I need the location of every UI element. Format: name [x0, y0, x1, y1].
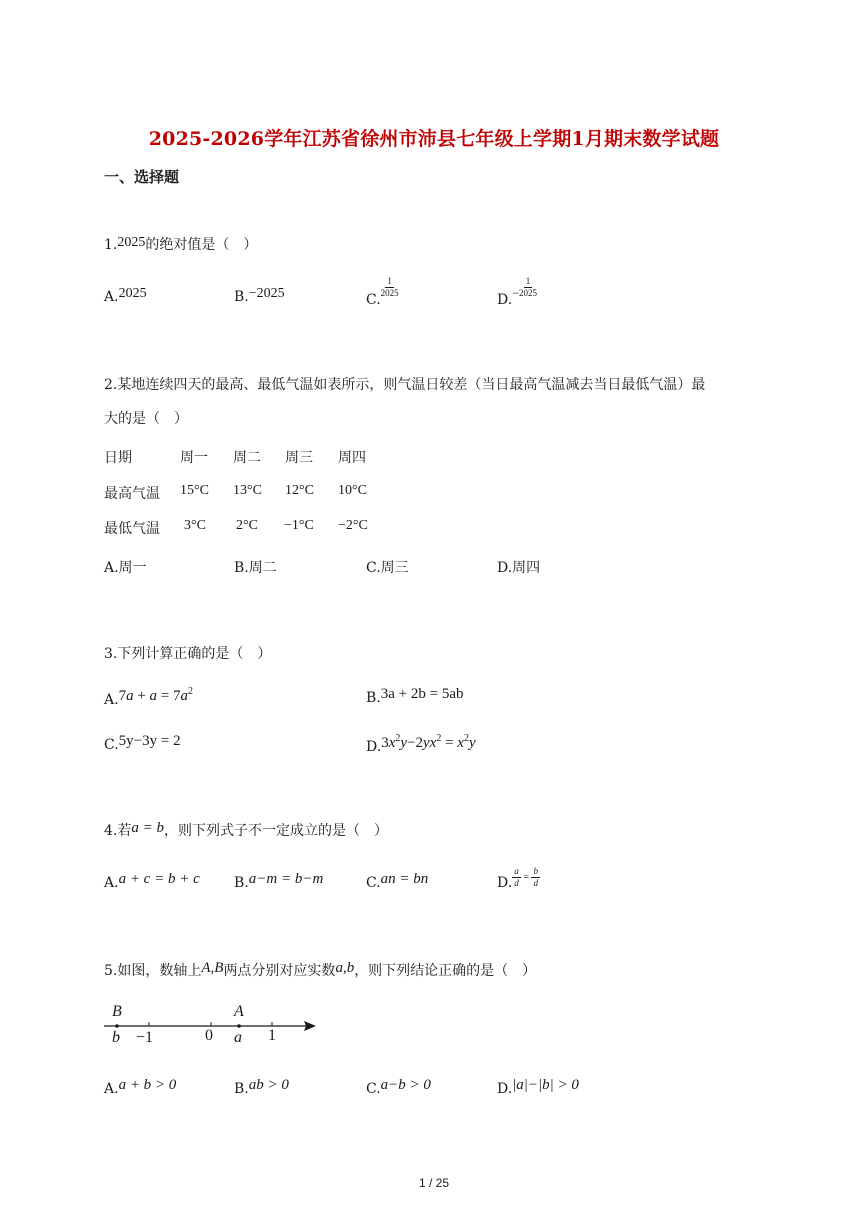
table-cell: 15°C	[180, 483, 209, 498]
table-header-cell: 周三	[285, 450, 313, 466]
table-header-cell: 周一	[180, 450, 208, 466]
label-minus-one: −1	[136, 1029, 154, 1046]
option-label: D.	[366, 739, 382, 755]
label-b: b	[112, 1029, 120, 1046]
option-label: A.	[104, 289, 119, 305]
question-2-stem-line1: 2.某地连续四天的最高、最低气温如表所示，则气温日较差（当日最高气温减去当日最低气温）最	[104, 377, 706, 393]
option-label: B.	[366, 690, 381, 706]
table-cell: −2°C	[338, 518, 368, 533]
q2-option-b[interactable]: B.周二	[234, 560, 277, 576]
option-label: B.	[234, 875, 249, 891]
table-header-cell: 周二	[233, 450, 261, 466]
q4-option-c[interactable]	[366, 871, 429, 892]
label-zero: 0	[205, 1027, 213, 1044]
q5-mid-text: 两点分别对应实数	[223, 963, 336, 979]
q1-stem-text: 的绝对值是（ ）	[145, 237, 258, 253]
option-value: 2025	[118, 286, 147, 301]
minus-sign: −	[512, 285, 519, 300]
option-expression: an = bn	[380, 871, 429, 887]
table-row-label: 最低气温	[104, 521, 160, 537]
question-4-stem	[104, 820, 388, 840]
q1-option-c[interactable]	[366, 276, 399, 308]
q5-variables: a,b	[335, 960, 355, 976]
table-cell: 2°C	[236, 518, 258, 533]
number-line-svg	[100, 1000, 330, 1052]
table-header-cell: 日期	[104, 450, 132, 466]
option-expression: a−m = b−m	[248, 871, 324, 887]
q3-option-a[interactable]	[104, 686, 193, 709]
table-row-label: 最高气温	[104, 486, 160, 502]
option-expression: a + b > 0	[118, 1077, 177, 1093]
q1-prefix: 1.	[104, 237, 118, 253]
option-label: C.	[366, 291, 381, 308]
fraction	[519, 276, 537, 299]
q5-option-a[interactable]	[104, 1077, 177, 1098]
option-label: B.	[234, 1081, 249, 1097]
option-label: C.	[366, 875, 381, 891]
question-2-stem-line2: 大的是（ ）	[104, 411, 188, 427]
q3-option-c[interactable]	[104, 733, 181, 754]
point-a-dot	[237, 1024, 241, 1028]
table-cell: 12°C	[285, 483, 314, 498]
fraction	[381, 276, 399, 299]
option-label: B.	[234, 289, 249, 305]
page-number: 1 / 25	[418, 1176, 450, 1190]
option-expression: a−b > 0	[380, 1077, 431, 1093]
q4-option-a[interactable]	[104, 871, 200, 892]
point-b-dot	[115, 1024, 119, 1028]
table-cell: −1°C	[284, 518, 314, 533]
fraction-denominator: 2025	[380, 288, 399, 298]
q2-option-a[interactable]: A.周一	[104, 560, 147, 576]
table-cell: 10°C	[338, 483, 367, 498]
label-one: 1	[268, 1027, 276, 1044]
q2-option-d[interactable]: D.周四	[497, 560, 541, 576]
q4-option-b[interactable]	[234, 871, 324, 892]
q5-points: A,B	[201, 960, 224, 976]
q4-prefix: 4.若	[104, 823, 132, 839]
label-A: A	[234, 1003, 244, 1020]
fraction-numerator: 1	[525, 276, 531, 286]
option-value: −2025	[248, 286, 285, 301]
q3-option-d[interactable]	[366, 733, 476, 756]
section-heading: 一、选择题	[104, 168, 180, 186]
table-cell: 13°C	[233, 483, 262, 498]
q1-option-b[interactable]	[234, 286, 285, 306]
q4-condition: a = b	[131, 820, 164, 836]
label-B: B	[112, 1003, 122, 1020]
fraction-numerator: 1	[387, 276, 392, 286]
q4-stem-text: ，则下列式子不一定成立的是（ ）	[163, 823, 388, 839]
q3-option-b[interactable]	[366, 686, 464, 707]
option-expression: $7a + a = 7a^2$	[118, 686, 193, 704]
q5-option-b[interactable]	[234, 1077, 289, 1098]
option-label: D.	[497, 1081, 513, 1097]
option-label: D.	[497, 875, 513, 891]
q5-option-d[interactable]	[497, 1077, 579, 1098]
option-label: A.	[104, 875, 119, 891]
option-expression: $3x^2y-2yx^2 = x^2y$	[381, 733, 476, 751]
q5-prefix: 5.如图，数轴上	[104, 963, 202, 979]
q1-option-d[interactable]	[497, 276, 537, 308]
question-1-stem	[104, 234, 257, 254]
option-expression: |a|−|b| > 0	[512, 1077, 579, 1093]
fraction-denominator: 2025	[518, 288, 537, 298]
document-title: 2025-2026学年江苏省徐州市沛县七年级上学期1月期末数学试题	[148, 128, 720, 150]
option-expression: 3a + 2b = 5ab	[380, 686, 464, 702]
option-label: C.	[366, 1081, 381, 1097]
option-label: A.	[104, 692, 119, 708]
question-3-stem: 3.下列计算正确的是（ ）	[104, 646, 272, 662]
q5-option-c[interactable]	[366, 1077, 431, 1098]
label-a: a	[234, 1029, 242, 1046]
option-label: C.	[104, 737, 119, 753]
option-label: D.	[497, 291, 513, 308]
table-header-cell: 周四	[338, 450, 366, 466]
q5-stem-end: ，则下列结论正确的是（ ）	[354, 963, 537, 979]
option-expression: a + c = b + c	[118, 871, 200, 887]
q4-option-d[interactable]	[497, 862, 540, 889]
table-cell: 3°C	[184, 518, 206, 533]
q2-option-c[interactable]: C.周三	[366, 560, 409, 576]
fraction-equation: $\frac{a}{d}$ = $\frac{b}{d}$	[514, 866, 538, 888]
option-label: A.	[104, 1081, 119, 1097]
option-expression: ab > 0	[248, 1077, 289, 1093]
option-expression: 5y−3y = 2	[118, 733, 181, 749]
question-5-stem	[104, 960, 536, 980]
q1-option-a[interactable]	[104, 286, 147, 306]
q1-number: 2025	[117, 235, 146, 250]
